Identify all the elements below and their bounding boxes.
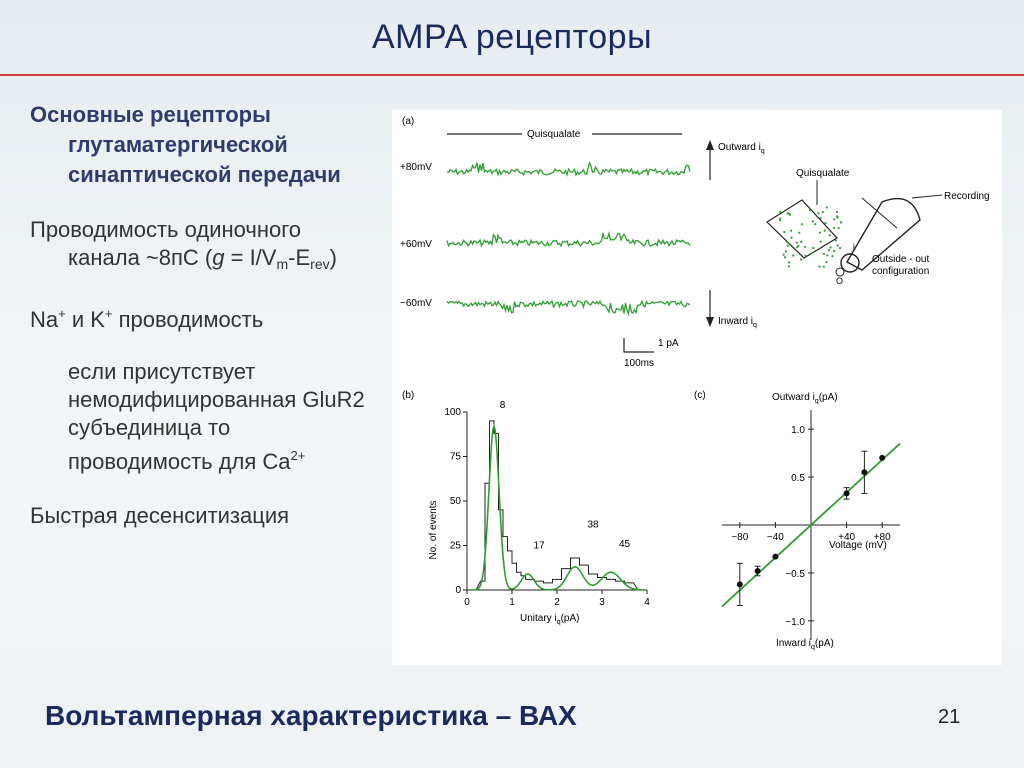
drug-dot [835,239,837,241]
na-text: Na [30,307,59,332]
outward-label: Outward $i_q$ [718,142,765,155]
na-k-tail: проводимость [112,307,264,332]
drug-dot [817,212,819,214]
eq-close: ) [329,245,337,270]
hist-peak-label: 17 [533,540,545,552]
iv-y-tick-label: −1.0 [785,616,805,628]
inward-arrowhead [706,317,714,327]
panel-c-label: (c) [694,390,706,401]
drug-dot [824,230,826,232]
drug-dot [783,254,785,256]
drug-dot [788,265,790,267]
hist-x-tick-label: 4 [644,597,650,608]
panel-b-label: (b) [402,390,415,401]
drug-dot [792,255,794,257]
drug-dot [812,247,814,249]
iv-bottom-label: Inward $i_q(pA)$ [776,638,834,651]
trace-plus80 [447,163,690,175]
drug-dot [820,217,822,219]
config-line2: configuration [872,266,930,277]
ca-sup: 2+ [290,448,306,463]
g-symbol: g [212,245,225,270]
iv-point [772,554,778,560]
drug-dot [828,249,830,251]
trace-label-80: +80mV [400,162,432,173]
hist-peak-label: 8 [499,400,506,411]
iv-x-tick-label: +80 [873,532,891,543]
iv-x-tick-label: +40 [838,532,856,543]
scale-x-label: 100ms [624,358,655,369]
drug-dot [788,261,790,263]
trace-minus60 [447,301,690,314]
drug-dot [836,211,838,213]
drug-dot [809,209,811,211]
channel-icon [836,268,844,276]
eq-part2: -E [288,245,311,270]
recording-label: Recording [944,191,990,202]
drug-dot [787,244,789,246]
scale-bar [624,338,654,352]
trace-plus60 [447,233,690,246]
iv-y-tick-label: 0.5 [791,473,805,485]
iv-y-tick-label: −0.5 [785,568,805,580]
iv-x-tick-label: −80 [731,532,749,543]
application-pipette [767,200,837,258]
left-text-block [30,100,375,530]
heading-main-receptors: Основные рецепторы глутаматергической синаптической передачи [30,102,341,187]
diagram-o: O [836,276,844,286]
figure-svg [392,110,1002,665]
drug-dot [801,223,803,225]
drug-dot [837,216,839,218]
drug-dot [786,241,788,243]
hist-peak-label: 45 [619,538,631,550]
sub-rev: rev [310,256,330,272]
drug-dot [805,255,807,257]
outward-arrowhead [706,140,714,150]
hist-y-tick-label: 0 [455,585,461,596]
drug-dot [826,254,828,256]
hist-ylabel: No. of events [428,500,439,560]
hist-peak-label: 38 [587,519,599,531]
stimulus-label: Quisqualate [527,129,581,140]
drug-dot [789,214,791,216]
hist-x-tick-label: 3 [599,597,605,608]
title-divider [0,74,1024,76]
iv-x-tick-label: −40 [766,532,784,543]
hist-y-tick-label: 100 [444,407,461,418]
na-k-paragraph [30,300,375,334]
trace-label-m60: −60mV [400,298,432,309]
iv-point [755,568,761,574]
drug-dot [800,258,802,260]
glur-text: если присутствует немодифицированная GluR2 субъединица то проводимость для Ca [68,359,365,474]
panel-a-label: (a) [402,116,415,127]
drug-dot [820,241,822,243]
drug-dot [837,244,839,246]
drug-dot [796,242,798,244]
iv-top-label: Outward $i_q(pA)$ [772,392,838,405]
drug-dot [831,255,833,257]
drug-dot [784,256,786,258]
histogram-fit-curve [472,426,645,590]
drug-dot [779,219,781,221]
drug-dot [830,246,832,248]
recording-pointer [912,195,942,198]
iv-point [861,469,867,475]
drug-dot [814,223,816,225]
drug-dot [783,231,785,233]
sub-m: m [276,256,289,272]
diagram-i: i [853,242,855,251]
drug-dot [812,220,814,222]
drug-dot [819,232,821,234]
k-sup: + [104,306,113,321]
drug-dot [790,237,792,239]
drug-dot [804,246,806,248]
hist-x-tick-label: 1 [509,597,515,608]
iv-point [737,581,743,587]
inward-label: Inward $i_q$ [718,316,757,329]
drug-dot [779,211,781,213]
iv-xlabel: Voltage (mV) [829,540,887,551]
hist-x-tick-label: 2 [554,597,560,608]
conductance-text: Проводимость одиночного канала ~8пС ( [30,217,302,270]
drug-dots [779,206,842,267]
trace-label-60: +60mV [400,239,432,250]
hist-x-tick-label: 0 [464,597,470,608]
drug-dot [811,252,813,254]
config-line1: Outside - out [872,254,930,265]
drug-dot [785,250,787,252]
drug-dot [826,261,828,263]
drug-dot [787,212,789,214]
drug-dot [798,232,800,234]
hist-y-tick-label: 75 [449,451,461,463]
drug-dot [833,218,835,220]
drug-dot [818,266,820,268]
histogram-peak-labels [500,400,631,552]
conductance-paragraph [30,216,375,278]
drug-dot [838,227,840,229]
page-number: 21 [938,706,961,728]
drug-dot [833,250,835,252]
glur-paragraph [30,358,375,476]
drug-dot [800,241,802,243]
drug-dot [823,253,825,255]
eq-part1: = I/V [224,245,277,270]
desensitization-text: Быстрая десенситизация [30,503,290,528]
hist-y-tick-label: 25 [449,540,461,552]
na-sup: + [58,306,66,321]
footer-title: Вольтамперная характеристика – ВАХ [45,700,577,731]
drug-dot [839,247,841,249]
iv-point [844,490,850,496]
slide-title: AMPA рецепторы [371,18,653,56]
drug-dot [826,206,828,208]
and-k-text: и K [65,307,105,332]
drug-dot [797,245,799,247]
drug-dot [833,227,835,229]
electrode-wire [862,198,897,228]
drug-dot [823,266,825,268]
drug-dot [790,230,792,232]
drug-dot [824,222,826,224]
scale-y-label: 1 pA [658,338,679,349]
diagram-quisqualate-label: Quisqualate [796,168,850,179]
iv-point [879,455,885,461]
drug-dot [829,234,831,236]
drug-dot [822,211,824,213]
hist-y-tick-label: 50 [449,496,461,507]
drug-dot [840,221,842,223]
iv-y-tick-label: 1.0 [791,425,805,437]
figure-panel [392,110,1002,665]
hist-xlabel: Unitary $i_q(pA)$ [520,613,580,626]
